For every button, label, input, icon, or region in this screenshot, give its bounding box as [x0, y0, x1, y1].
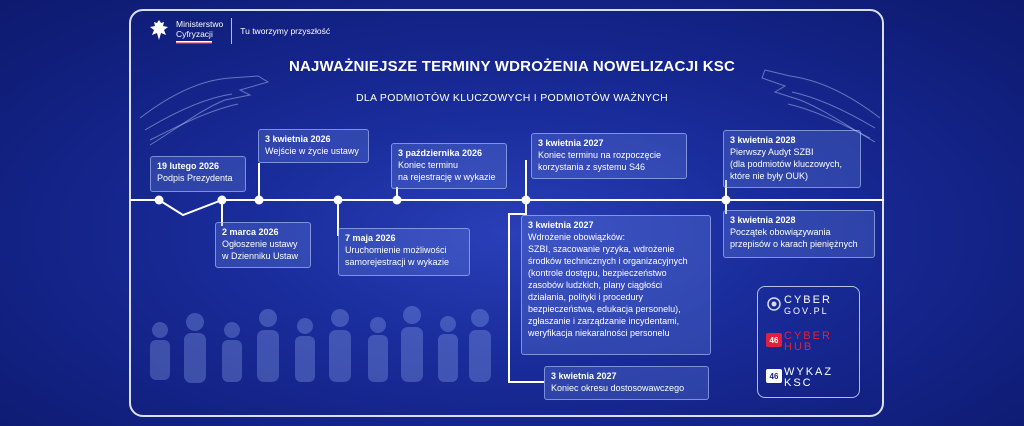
event-box	[258, 129, 369, 163]
event-text: Ogłoszenie ustawy w Dzienniku Ustaw	[222, 239, 299, 261]
event-text: Koniec terminu na rejestrację w wykazie	[398, 160, 496, 182]
timeline-dot	[522, 196, 531, 205]
cyber-gov-icon	[766, 296, 782, 312]
event-box	[391, 143, 507, 189]
event-date: 3 kwietnia 2027	[538, 138, 604, 148]
event-date: 2 marca 2026	[222, 227, 279, 237]
wykaz-ksc-brand[interactable]	[784, 367, 833, 389]
event-text: Koniec terminu na rozpoczęcie korzystania z systemu S46	[538, 150, 662, 172]
brand-badge	[757, 286, 860, 398]
timeline-dot	[334, 196, 343, 205]
crowd-illustration	[150, 306, 491, 383]
event-box	[215, 222, 311, 268]
event-date: 3 kwietnia 2026	[265, 134, 331, 144]
slogan: Tu tworzymy przyszłość	[240, 26, 331, 36]
event-box	[544, 366, 709, 400]
event-box	[723, 130, 861, 188]
timeline-dot	[218, 196, 227, 205]
event-box	[338, 228, 470, 276]
event-text: Wejście w życie ustawy	[265, 146, 359, 156]
event-date: 3 kwietnia 2027	[551, 371, 617, 381]
ministry-line1: Ministerstwo	[176, 18, 224, 29]
event-text: Wdrożenie obowiązków: SZBI, szacowanie ryzyka, wdrożenie środków technicznych i organizacyjnych (kontrole dostępu, bezpieczeństwo zasobów ludzkich, plany ciągłości działania, polityki i procedury bezpieczeństwa, edukacja personelu), zgłaszanie i zarządzanie incydentami, weryfikacja niekaralności personelu	[528, 232, 688, 338]
cyber-gov-line2: GOV.PL	[784, 306, 829, 316]
event-date: 3 kwietnia 2028	[730, 135, 796, 145]
wykaz-line2: KSC	[784, 377, 813, 389]
event-date: 3 kwietnia 2027	[528, 220, 594, 230]
s46-icon: 46	[766, 333, 782, 347]
cyber-gov-brand[interactable]	[784, 295, 832, 317]
event-date: 3 października 2026	[398, 148, 483, 158]
cyberhub-brand[interactable]	[784, 331, 832, 353]
page-title: NAJWAŻNIEJSZE TERMINY WDROŻENIA NOWELIZACJI KSC	[288, 58, 736, 75]
timeline-dot	[393, 196, 402, 205]
s46-icon: 46	[766, 369, 782, 383]
event-box	[521, 215, 711, 355]
page-subtitle: DLA PODMIOTÓW KLUCZOWYCH I PODMIOTÓW WAŻNYCH	[355, 92, 669, 104]
cyberhub-line1: CYBER	[784, 330, 832, 342]
wykaz-line1: WYKAZ	[784, 366, 834, 378]
event-text: Początek obowiązywania przepisów o karach pieniężnych	[730, 227, 858, 249]
event-box	[150, 156, 246, 192]
event-text: Uruchomienie możliwości samorejestracji w wykazie	[345, 245, 450, 267]
ministry-line2: Cyfryzacji	[176, 28, 213, 39]
cyberhub-line2: HUB	[784, 341, 814, 353]
event-date: 3 kwietnia 2028	[730, 215, 796, 225]
timeline-dot	[155, 196, 164, 205]
timeline-dot	[722, 196, 731, 205]
event-date: 19 lutego 2026	[157, 161, 220, 171]
left-hand-icon	[140, 76, 268, 145]
event-text: Podpis Prezydenta	[157, 173, 233, 183]
cyber-gov-line1: CYBER	[784, 294, 832, 306]
event-box	[723, 210, 875, 258]
event-text: Koniec okresu dostosowawczego	[551, 383, 685, 393]
event-box	[531, 133, 687, 179]
timeline-dot	[255, 196, 264, 205]
event-text: Pierwszy Audyt SZBI (dla podmiotów kluczowych, które nie były OUK)	[730, 147, 843, 181]
event-date: 7 maja 2026	[345, 233, 396, 243]
